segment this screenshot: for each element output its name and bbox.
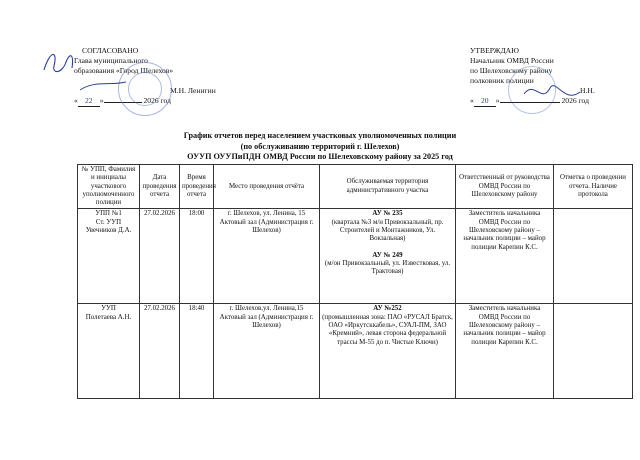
officer-rank: Ст. УУП [95,218,122,226]
agreement-position-line2: образования «Город Шелехов» [74,66,174,75]
cell-mark [554,304,633,399]
signature-scribble [40,40,130,100]
header-officer: № УПП, Фамилия и инициалы участкового уполномоченного полиции [78,165,140,209]
cell-responsible: Заместитель начальника ОМВД России по Шелеховскому району – начальник полиции – майор полиции Карепин К.С. [456,209,554,304]
cell-territory [320,304,456,399]
area-text: (м/он Привокзальный, ул. Известковая, ул. Трактовая) [324,259,451,276]
title-line1: График отчетов перед населением участковых уполномоченных полиции [183,131,457,140]
officer-upp: УУП [101,305,116,313]
cell-territory [320,209,456,304]
cell-place: г. Шелехов, ул. Ленина, 15 Актовый зал (Администрация г. Шелехов) [214,209,320,304]
approval-date-day: 20 [474,96,496,107]
area-text: (квартала №3 м/н Привокзальный, пр. Строителей и Монтажников, Ул. Вокзальная) [331,218,444,243]
agreement-date-open: « [74,96,78,105]
approval-position-line2: по Шелеховскому району [470,66,553,75]
header-responsible: Ответственный от руководства ОМВД России по Шелеховскому району [456,165,554,209]
area-text: (промышленная зона: ПАО «РУСАЛ Братск, ОАО «Иркутсккабель», СУАЛ-ПМ, ЗАО «Кремний», левая сторона федеральной трассы М-55 до п. Чистые Ключи) [322,313,453,346]
approval-signature-name: Н.Н. [580,86,595,95]
cell-date: 27.02.2026 [140,209,180,304]
approval-position-line1: Начальник ОМВД России [470,56,554,65]
approval-position-line3: полковник полиции [470,76,534,85]
area-title: АУ №252 [373,305,402,313]
header-territory: Обслуживаемая территория административного участка [320,165,456,209]
approval-signature-scribble [520,74,590,114]
officer-name: Полетаева А.Н. [85,313,132,321]
agreement-position-line1: Глава муниципального [74,56,148,65]
cell-date: 27.02.2026 [140,304,180,399]
header-place: Место проведения отчёта [214,165,320,209]
cell-time: 18:40 [180,304,214,399]
header-mark: Отметка о проведении отчета. Наличие протокола [554,165,633,209]
official-stamp-inner [128,72,162,106]
cell-officer [78,304,140,399]
agreement-date-close: » [99,96,104,105]
area-title: АУ № 235 [372,210,403,218]
cell-time: 18:00 [180,209,214,304]
table-row [78,304,633,399]
agreement-heading: СОГЛАСОВАНО [82,46,139,55]
approval-date-close: » [495,96,500,105]
officer-name: Увечников Д.А. [85,227,132,235]
report-schedule-table [77,164,633,399]
cell-mark [554,209,633,304]
header-date: Дата проведения отчета [140,165,180,209]
officer-upp: УПП №1 [95,210,122,218]
agreement-date-year: 2026 год [143,96,171,105]
table-row [78,209,633,304]
approval-date-year: 2026 год [561,96,589,105]
cell-officer [78,209,140,304]
area-title: АУ № 249 [372,251,403,259]
agreement-signature-name: М.Н. Ленигин [170,86,216,95]
cell-place: г. Шелехов,ул. Ленина,15 Актовый зал (Администрация г. Шелехов) [214,304,320,399]
approval-date-open: « [470,96,474,105]
title-line3: ОУУП ОУУПиПДН ОМВД России по Шелеховскому району за 2025 год [187,152,453,161]
table-header-row [78,165,633,209]
title-line2: (по обслуживанию территорий г. Шелехов) [240,141,400,151]
header-time: Время проведения отчета [180,165,214,209]
agreement-date-day: 22 [78,96,100,107]
document-title [0,131,640,163]
cell-responsible: Заместитель начальника ОМВД России по Шелеховскому району – начальник полиции – майор полиции Карепин К.С. [456,304,554,399]
approval-heading: УТВЕРЖДАЮ [470,46,519,55]
